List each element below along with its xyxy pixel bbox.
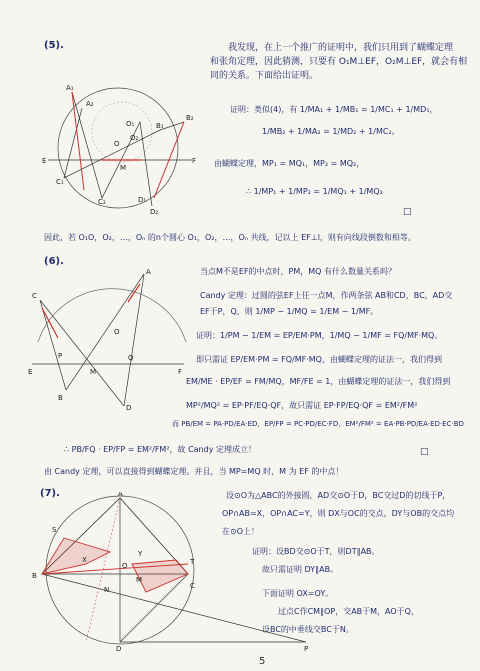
- s7-proof-5: 设BC的中垂线交BC于N。: [262, 625, 354, 634]
- s6-circle-arc: [38, 289, 186, 342]
- s5-end-mark: □: [403, 207, 412, 217]
- s6-end-mark: □: [420, 447, 429, 457]
- s7-proof-4: 过点C作CM∥OP，交AB于M，AO于Q，: [278, 607, 419, 616]
- s5-intro-3: 同的关系。下面给出证明。: [210, 71, 319, 81]
- s5-proof-1: 证明：类似(4)，有 1/MA₁ + 1/MB₁ = 1/MC₁ + 1/MD₁，: [230, 105, 438, 114]
- s7-diagram: [26, 492, 316, 652]
- s5-label-e: E: [42, 157, 47, 165]
- s6-corollary: 由 Candy 定理，可以直接得到蝴蝶定理。并且，当 MP=MQ 时，M 为 EF 的中点！: [44, 467, 344, 476]
- s7-setup-3: 在⊙O上！: [222, 527, 259, 536]
- s5-label-b2: B₂: [186, 114, 194, 122]
- s6-question: 当点M不是EF的中点时，PM，MQ 有什么数量关系吗？: [200, 267, 397, 276]
- s6-label-m: M: [90, 368, 97, 376]
- s6-diagram: [28, 262, 188, 412]
- s6-proof-c: EM/ME · EP/EF = FM/MQ，MF/FE = 1，由蝴蝶定理的证法一，我们得到: [186, 377, 451, 386]
- s5-inner-circle: [92, 102, 152, 162]
- s5-label-c1: C₁: [56, 178, 64, 186]
- s5-label-o1: O₁: [126, 120, 135, 128]
- s6-label-e: E: [28, 368, 33, 376]
- s6-line-ab: [66, 274, 144, 390]
- s5-intro-1: 我发现，在上一个推广的证明中，我们只用到了蝴蝶定理: [228, 43, 454, 53]
- s7-red-dashed: [86, 498, 120, 642]
- s5-proof-4: ∴ 1/MP₁ + 1/MP₂ = 1/MQ₁ + 1/MQ₂: [246, 187, 383, 196]
- s6-label-c: C: [32, 292, 37, 300]
- s7-label-s: S: [52, 526, 57, 534]
- s5-label-m: M: [120, 164, 127, 172]
- s5-intro-2: 和张角定理，因此猜测，只要有 O₁M⊥EF，O₂M⊥EF，就会有相: [210, 57, 468, 67]
- s7-label-y: Y: [138, 550, 143, 558]
- page-number: 5: [259, 656, 266, 667]
- s6-candy-intro-2: EF于P，Q，则 1/MP − 1/MQ = 1/EM − 1/MF。: [200, 307, 379, 316]
- s5-proof-3: 由蝴蝶定理，MP₁ = MQ₁，MP₂ = MQ₂，: [214, 159, 365, 168]
- s6-line-cb: [40, 300, 66, 390]
- section-5-marker: (5).: [44, 40, 64, 51]
- s5-label-b1: B₁: [156, 122, 164, 130]
- s5-label-o2: O₂: [130, 134, 139, 142]
- s5-label-c2: C₂: [98, 198, 106, 206]
- s5-proof-2: 1/MB₂ + 1/MA₂ = 1/MD₂ + 1/MC₂。: [262, 127, 400, 136]
- s6-label-f: F: [178, 368, 183, 376]
- section-7-marker: (7).: [40, 488, 60, 499]
- s5-label-a1: A₁: [66, 84, 74, 92]
- s7-label-o: O: [122, 562, 128, 570]
- s7-label-m: M: [136, 576, 143, 584]
- s6-proof-b: 即只需证 EP/EM·PM = FQ/MF·MQ，由蝴蝶定理的证法一，我们得到: [196, 355, 442, 364]
- s7-label-b: B: [32, 572, 37, 580]
- s7-proof-3: 下面证明 OX=OY。: [262, 589, 334, 598]
- s7-line-bp: [42, 574, 306, 642]
- s5-label-d2: D₂: [150, 208, 159, 216]
- s5-label-o: O: [114, 140, 120, 148]
- s6-proof-f: ∴ PB/FQ · EP/FP = EM²/FM²，故 Candy 定理成立！: [64, 445, 256, 454]
- s7-proof-1: 证明：设BD交⊙O于T，则DT∥AB。: [252, 547, 380, 556]
- section-6-marker: (6).: [44, 256, 64, 267]
- s7-label-c: C: [190, 582, 195, 590]
- s7-red-shaded-left: [42, 538, 110, 574]
- s7-setup-2: OP∩AB=X，OP∩AC=Y，则 DX与OC的交点，DY与OB的交点均: [222, 509, 455, 518]
- s6-label-q: Q: [128, 354, 134, 362]
- s5-conclusion: 因此，若 O₁O，O₂，…，Oₙ 的n个圆心 O₁，O₂，…，Oₙ 共线，记以上 EF⊥l，则有向线段倒数和相等。: [44, 233, 416, 242]
- s7-label-a: A: [118, 492, 123, 498]
- s7-setup-1: 设⊙O为△ABC的外接圆，AD交⊙O于D，BC交过D的切线于P，: [226, 491, 451, 500]
- s7-label-t: T: [190, 558, 195, 566]
- s6-label-a: A: [146, 268, 151, 276]
- s7-label-p: P: [304, 645, 309, 652]
- s6-label-o: O: [114, 328, 120, 336]
- s6-proof-e: 而 PB/EM = PA·PD/EA·ED，EP/FP = PC·PD/EC·FD，EM²/FM² = EA·PB·PD/EA·ED·EC·BD: [172, 420, 464, 428]
- s6-label-p: P: [58, 352, 63, 360]
- s7-label-x: X: [82, 556, 87, 564]
- s5-diagram: [42, 80, 202, 220]
- s5-label-a2: A₂: [86, 100, 94, 108]
- s6-line-cd: [40, 300, 124, 406]
- s7-label-n: N: [104, 586, 110, 594]
- s6-proof-a: 证明：1/PM − 1/EM = EP/EM·PM，1/MQ − 1/MF = FQ/MF·MQ。: [196, 331, 443, 340]
- s6-proof-d: MP²/MQ² = EP·PF/EQ·QF，故只需证 EP·FP/EQ·QF = EM²/FM²: [186, 401, 418, 410]
- s7-proof-2: 故只需证明 DY∥AB。: [262, 565, 339, 574]
- s5-label-d1: D₁: [138, 196, 147, 204]
- s6-label-d: D: [126, 404, 132, 412]
- s6-label-b: B: [58, 394, 63, 402]
- s6-candy-intro: Candy 定理：过圆的弦EF上任一点M，作两条弦 AB和CD，BC，AD交: [200, 291, 453, 300]
- s7-label-d: D: [116, 645, 122, 652]
- s5-label-f: F: [192, 157, 197, 165]
